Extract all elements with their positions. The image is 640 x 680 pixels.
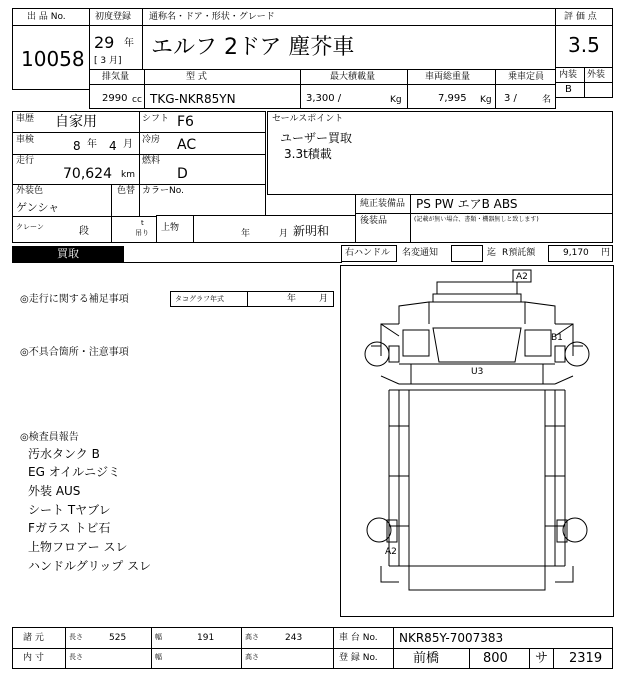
body-label: 上物 [161,223,180,233]
int-width-label: 幅 [155,653,162,661]
width: 191 [197,633,215,643]
right-hand-cell [341,245,397,262]
driving-notes-title: ◎走行に関する補足事項 [20,294,129,305]
reg-label: 登 録 No. [339,653,378,663]
length: 525 [109,633,127,643]
right-hand-label: 右ハンドル [345,248,391,258]
history-label: 車歴 [16,114,35,124]
lot-no-label: 出 品 No. [27,12,66,22]
ac: AC [177,137,197,153]
height-label: 高さ [245,633,259,641]
capacity: 3 / [504,93,517,104]
shift-label: シフト [142,114,170,124]
reg-region: 前橋 [413,651,440,666]
fuel: D [177,166,188,182]
body-cell [156,215,356,243]
inspector-line: Fガラス トビ石 [28,521,111,535]
body-year-unit: 年 [241,229,251,239]
first-reg-month: [ 3 月] [94,56,122,66]
height: 243 [285,633,303,643]
int-height-label: 高さ [245,653,259,661]
displacement-label: 排気量 [102,72,130,82]
inspector-line: シート Tヤブレ [28,503,111,517]
vehicle-name: エルフ 2ドア 塵芥車 [151,35,355,60]
mileage: 70,624 [63,166,112,182]
gross-weight: 7,995 [438,93,467,104]
inspection-month-unit: 月 [123,139,133,150]
reg-class: 800 [483,651,508,666]
capacity-unit: 名 [542,95,552,105]
r-amount: 9,170 [563,248,589,258]
purchase-label: 買取 [57,247,79,260]
first-reg-label: 初度登録 [95,12,132,22]
purchase-badge [12,246,124,262]
diagram-mark-b1: B1 [551,333,563,343]
first-reg-year: 29 [94,33,115,52]
equipment-value: PS PW エアB ABS [416,197,518,211]
sales-points-label: セールスポイント [272,114,344,124]
vehicle-name-cell [142,8,556,70]
tachograph-label: タコグラフ年式 [175,295,224,303]
exterior-color-label: 外装色 [16,186,44,196]
inspector-line: 上物フロアー スレ [28,540,128,554]
chassis-label: 車 台 No. [339,633,378,643]
name-change-label: 名変通知 [402,248,439,258]
r-amount-unit: 円 [601,248,611,258]
crane-label: クレーン [16,223,44,231]
mileage-label: 走行 [16,156,35,166]
vehicle-name-label: 通称名・ドア・形状・グレード [149,12,275,22]
score: 3.5 [568,33,600,57]
mileage-unit: km [121,170,135,180]
displacement: 2990 [102,93,128,104]
color-change-label: 色替 [117,186,136,196]
equipment-label: 純正装備品 [360,199,406,209]
diagram-mark-a2-top: A2 [516,272,528,282]
color-code-label: カラーNo. [142,186,184,196]
vehicle-diagram [340,265,614,617]
crane-hang-label: 吊り [135,229,149,237]
shift: F6 [177,114,194,130]
inspection-label: 車検 [16,135,35,145]
model-label: 型 式 [186,72,207,82]
sales-point-line-2: 3.3t積載 [284,147,332,161]
inspection-year-unit: 年 [87,139,97,150]
lot-no: 10058 [21,47,85,71]
tachograph-year-unit: 年 [287,294,297,304]
first-reg-year-unit: 年 [124,38,134,49]
gross-weight-label: 車両総重量 [425,72,471,82]
truck-outline-diagram [341,266,613,616]
odometer-label: 迄 [487,248,497,258]
max-load: 3,300 / [306,93,342,104]
score-cell [555,8,613,98]
defects-title: ◎不具合箇所・注意事項 [20,347,129,358]
crane-stage-unit: 段 [79,226,89,237]
interior-label: 内装 [559,70,578,80]
sales-points-cell [267,111,613,195]
aftermarket-note: (記載が無い場合、書類・機器無しと致します) [414,216,539,223]
inspection-month: 4 [109,139,117,153]
score-label: 評 価 点 [564,12,597,22]
inspection-year: 8 [73,139,81,153]
exterior-color: ゲンシャ [16,201,60,214]
max-load-unit: Kg [390,95,402,105]
lot-no-cell [12,8,90,90]
inspector-line: EG オイルニジミ [28,465,121,479]
aftermarket-label: 後装品 [360,216,388,226]
inspector-line: 汚水タンク B [28,447,100,461]
name-change-box [451,245,483,262]
capacity-label: 乗車定員 [508,72,545,82]
history: 自家用 [55,114,97,130]
first-reg-cell [89,8,143,70]
fuel-label: 燃料 [142,156,161,166]
model: TKG-NKR85YN [150,92,236,106]
displacement-unit: cc [132,95,142,105]
interior-grade: B [565,84,572,95]
footer-table [12,627,613,669]
gross-weight-unit: Kg [480,95,492,105]
chassis: NKR85Y-7007383 [399,631,504,645]
exterior-label: 外装 [587,70,606,80]
r-amount-cell [548,245,613,262]
body-maker: 新明和 [293,224,330,238]
reg-number: 2319 [569,651,603,666]
dims-label: 諸 元 [23,633,44,643]
specs-row [89,69,556,109]
equipment-cell [355,194,613,243]
tachograph-month-unit: 月 [319,294,329,304]
inspector-line: 外装 AUS [28,484,81,498]
width-label: 幅 [155,633,162,641]
diagram-mark-a2-bottom: A2 [385,547,397,557]
crane-ton-unit: t [141,219,144,227]
inspector-title: ◎検査員報告 [20,432,79,443]
ac-label: 冷房 [142,135,161,145]
r-mileage-label: R預託額 [502,248,536,258]
tachograph-cell [170,291,334,307]
length-label: 長さ [69,633,83,641]
diagram-mark-u3: U3 [471,367,484,377]
int-length-label: 長さ [69,653,83,661]
body-month-unit: 月 [279,229,289,239]
interior-dims-label: 内 寸 [23,653,44,663]
inspector-line: ハンドルグリップ スレ [28,559,152,573]
sales-point-line-1: ユーザー買取 [280,131,353,145]
max-load-label: 最大積載量 [330,72,376,82]
reg-kana: サ [535,651,549,666]
